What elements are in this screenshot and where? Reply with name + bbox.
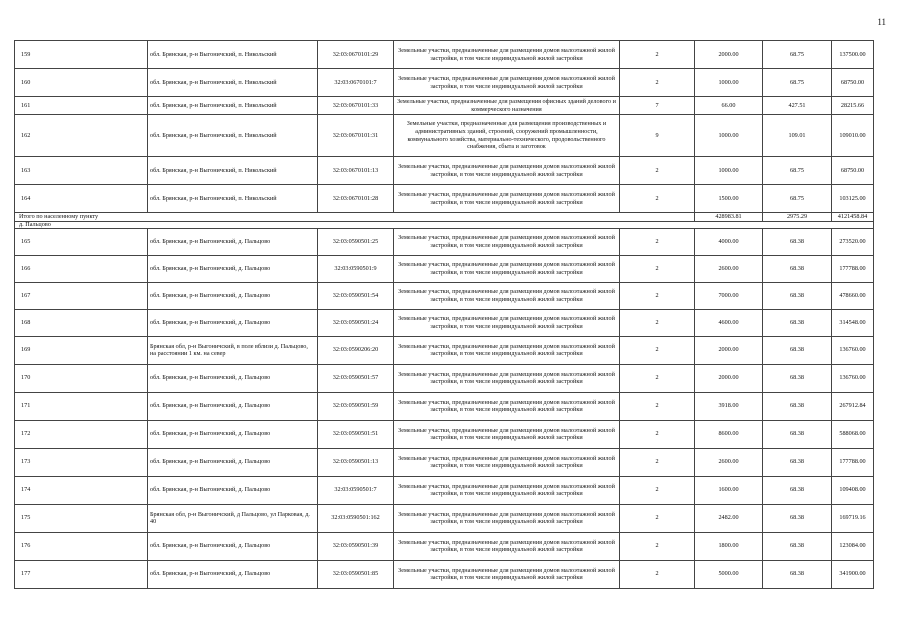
group-cell: 2: [620, 157, 695, 185]
purpose-cell: Земельные участки, предназначенные для размещения домов малоэтажной жилой застройки, в том числе индивидуальной жилой застройки: [394, 41, 620, 69]
row-number-cell: 163: [15, 157, 148, 185]
address-cell: обл. Брянская, р-н Выгоничский, д. Пальцово: [148, 448, 318, 476]
rate-cell: 68.38: [763, 309, 832, 336]
purpose-cell: Земельные участки, предназначенные для размещения домов малоэтажной жилой застройки, в том числе индивидуальной жилой застройки: [394, 157, 620, 185]
area-cell: 5000.00: [695, 560, 763, 588]
row-number-cell: 159: [15, 41, 148, 69]
value-cell: 103125.00: [832, 185, 874, 213]
purpose-cell: Земельные участки, предназначенные для размещения домов малоэтажной жилой застройки, в том числе индивидуальной жилой застройки: [394, 532, 620, 560]
table-body-total: [15, 213, 874, 222]
address-cell: Брянская обл, р-н Выгоничский, в поле вблизи д. Пальцово, на расстоянии 1 км. на север: [148, 336, 318, 364]
cadastral-number-cell: 32:03:0590501:25: [318, 228, 394, 255]
land-plots-table: [14, 40, 874, 589]
address-cell: обл. Брянская, р-н Выгоничский, п. Никольский: [148, 97, 318, 115]
row-number-cell: 172: [15, 420, 148, 448]
value-cell: 341900.00: [832, 560, 874, 588]
area-cell: 8600.00: [695, 420, 763, 448]
table-row: [15, 69, 874, 97]
table-row: [15, 115, 874, 157]
purpose-cell: Земельные участки, предназначенные для размещения домов малоэтажной жилой застройки, в том числе индивидуальной жилой застройки: [394, 560, 620, 588]
table-row: [15, 97, 874, 115]
group-cell: 2: [620, 476, 695, 504]
value-cell: 109408.00: [832, 476, 874, 504]
rate-cell: 109.01: [763, 115, 832, 157]
address-cell: обл. Брянская, р-н Выгоничский, д. Пальцово: [148, 560, 318, 588]
cadastral-number-cell: 32:03:0670101:28: [318, 185, 394, 213]
rate-cell: 68.38: [763, 255, 832, 282]
rate-cell: 68.38: [763, 282, 832, 309]
row-number-cell: 176: [15, 532, 148, 560]
purpose-cell: Земельные участки, предназначенные для размещения домов малоэтажной жилой застройки, в том числе индивидуальной жилой застройки: [394, 228, 620, 255]
row-number-cell: 170: [15, 364, 148, 392]
row-number-cell: 174: [15, 476, 148, 504]
value-cell: 169719.16: [832, 504, 874, 532]
rate-cell: 68.75: [763, 185, 832, 213]
purpose-cell: Земельные участки, предназначенные для размещения офисных зданий делового и коммерческого назначения: [394, 97, 620, 115]
table-row: [15, 504, 874, 532]
cadastral-number-cell: 32:03:0590501:9: [318, 255, 394, 282]
rate-cell: 68.38: [763, 228, 832, 255]
row-number-cell: 162: [15, 115, 148, 157]
group-cell: 9: [620, 115, 695, 157]
area-cell: 1800.00: [695, 532, 763, 560]
cadastral-number-cell: 32:03:0590501:24: [318, 309, 394, 336]
cadastral-number-cell: 32:03:0590501:85: [318, 560, 394, 588]
area-cell: 7000.00: [695, 282, 763, 309]
rate-cell: 68.38: [763, 448, 832, 476]
rate-cell: 68.38: [763, 420, 832, 448]
settlement-row: [15, 221, 874, 228]
address-cell: обл. Брянская, р-н Выгоничский, п. Никольский: [148, 41, 318, 69]
address-cell: обл. Брянская, р-н Выгоничский, д. Пальцово: [148, 476, 318, 504]
cadastral-number-cell: 32:03:0590501:54: [318, 282, 394, 309]
address-cell: обл. Брянская, р-н Выгоничский, д. Пальцово: [148, 228, 318, 255]
purpose-cell: Земельные участки, предназначенные для размещения домов малоэтажной жилой застройки, в том числе индивидуальной жилой застройки: [394, 255, 620, 282]
rate-cell: 68.75: [763, 41, 832, 69]
table-row: [15, 420, 874, 448]
area-cell: 2600.00: [695, 255, 763, 282]
address-cell: обл. Брянская, р-н Выгоничский, п. Никольский: [148, 69, 318, 97]
cadastral-number-cell: 32:03:0590501:59: [318, 392, 394, 420]
address-cell: обл. Брянская, р-н Выгоничский, п. Никольский: [148, 115, 318, 157]
table-row: [15, 309, 874, 336]
row-number-cell: 173: [15, 448, 148, 476]
rate-cell: 68.38: [763, 392, 832, 420]
purpose-cell: Земельные участки, предназначенные для размещения домов малоэтажной жилой застройки, в том числе индивидуальной жилой застройки: [394, 309, 620, 336]
value-cell: 109010.00: [832, 115, 874, 157]
table-row: [15, 448, 874, 476]
total-label: Итого по населенному пункту: [15, 213, 695, 222]
page-number: 11: [877, 17, 886, 27]
cadastral-number-cell: 32:03:0670101:13: [318, 157, 394, 185]
purpose-cell: Земельные участки, предназначенные для размещения домов малоэтажной жилой застройки, в том числе индивидуальной жилой застройки: [394, 420, 620, 448]
purpose-cell: Земельные участки, предназначенные для размещения домов малоэтажной жилой застройки, в том числе индивидуальной жилой застройки: [394, 448, 620, 476]
value-cell: 588068.00: [832, 420, 874, 448]
group-cell: 2: [620, 336, 695, 364]
rate-cell: 68.38: [763, 364, 832, 392]
group-cell: 2: [620, 282, 695, 309]
purpose-cell: Земельные участки, предназначенные для размещения домов малоэтажной жилой застройки, в том числе индивидуальной жилой застройки: [394, 392, 620, 420]
row-number-cell: 166: [15, 255, 148, 282]
cadastral-number-cell: 32:03:0590501:39: [318, 532, 394, 560]
area-cell: 1000.00: [695, 157, 763, 185]
area-cell: 1600.00: [695, 476, 763, 504]
cadastral-number-cell: 32:03:0590501:51: [318, 420, 394, 448]
rate-cell: 68.38: [763, 504, 832, 532]
address-cell: обл. Брянская, р-н Выгоничский, д. Пальцово: [148, 255, 318, 282]
group-cell: 7: [620, 97, 695, 115]
group-cell: 2: [620, 255, 695, 282]
purpose-cell: Земельные участки, предназначенные для размещения домов малоэтажной жилой застройки, в том числе индивидуальной жилой застройки: [394, 476, 620, 504]
value-cell: 478660.00: [832, 282, 874, 309]
purpose-cell: Земельные участки, предназначенные для размещения домов малоэтажной жилой застройки, в том числе индивидуальной жилой застройки: [394, 282, 620, 309]
group-cell: 2: [620, 420, 695, 448]
row-number-cell: 161: [15, 97, 148, 115]
settlement-name: д. Пальцово: [15, 221, 874, 228]
rate-cell: 68.38: [763, 560, 832, 588]
total-rate: 2975.29: [763, 213, 832, 222]
rate-cell: 68.38: [763, 476, 832, 504]
address-cell: обл. Брянская, р-н Выгоничский, д. Пальцово: [148, 364, 318, 392]
value-cell: 68750.00: [832, 69, 874, 97]
group-cell: 2: [620, 185, 695, 213]
table-row: [15, 532, 874, 560]
cadastral-number-cell: 32:03:0590501:57: [318, 364, 394, 392]
row-number-cell: 171: [15, 392, 148, 420]
address-cell: обл. Брянская, р-н Выгоничский, п. Никольский: [148, 185, 318, 213]
value-cell: 136760.00: [832, 364, 874, 392]
table-row: [15, 364, 874, 392]
row-number-cell: 175: [15, 504, 148, 532]
purpose-cell: Земельные участки, предназначенные для размещения домов малоэтажной жилой застройки, в том числе индивидуальной жилой застройки: [394, 69, 620, 97]
purpose-cell: Земельные участки, предназначенные для размещения домов малоэтажной жилой застройки, в том числе индивидуальной жилой застройки: [394, 364, 620, 392]
cadastral-number-cell: 32:03:0590501:7: [318, 476, 394, 504]
value-cell: 137500.00: [832, 41, 874, 69]
total-row: [15, 213, 874, 222]
group-cell: 2: [620, 41, 695, 69]
value-cell: 123084.00: [832, 532, 874, 560]
group-cell: 2: [620, 392, 695, 420]
value-cell: 136760.00: [832, 336, 874, 364]
row-number-cell: 177: [15, 560, 148, 588]
value-cell: 267912.84: [832, 392, 874, 420]
table-row: [15, 157, 874, 185]
group-cell: 2: [620, 532, 695, 560]
table-row: [15, 476, 874, 504]
address-cell: обл. Брянская, р-н Выгоничский, п. Никольский: [148, 157, 318, 185]
row-number-cell: 169: [15, 336, 148, 364]
cadastral-number-cell: 32:03:0590501:162: [318, 504, 394, 532]
value-cell: 314548.00: [832, 309, 874, 336]
group-cell: 2: [620, 309, 695, 336]
total-area: 428983.81: [695, 213, 763, 222]
group-cell: 2: [620, 504, 695, 532]
group-cell: 2: [620, 228, 695, 255]
area-cell: 4000.00: [695, 228, 763, 255]
value-cell: 273520.00: [832, 228, 874, 255]
cadastral-number-cell: 32:03:0590501:13: [318, 448, 394, 476]
area-cell: 2000.00: [695, 41, 763, 69]
address-cell: Брянская обл, р-н Выгоничский, д Пальцово, ул Парковая, д. 40: [148, 504, 318, 532]
group-cell: 2: [620, 69, 695, 97]
value-cell: 177788.00: [832, 448, 874, 476]
table-row: [15, 336, 874, 364]
purpose-cell: Земельные участки, предназначенные для размещения домов малоэтажной жилой застройки, в том числе индивидуальной жилой застройки: [394, 336, 620, 364]
area-cell: 1000.00: [695, 69, 763, 97]
purpose-cell: Земельные участки, предназначенные для размещения производственных и административных зданий, строений, сооружений промышленности, коммунального хозяйства, материально-технического, продовольственного снабжения, сбыта и заготовок: [394, 115, 620, 157]
row-number-cell: 167: [15, 282, 148, 309]
row-number-cell: 164: [15, 185, 148, 213]
area-cell: 3918.00: [695, 392, 763, 420]
total-value: 4121458.84: [832, 213, 874, 222]
table-row: [15, 41, 874, 69]
address-cell: обл. Брянская, р-н Выгоничский, д. Пальцово: [148, 309, 318, 336]
area-cell: 2482.00: [695, 504, 763, 532]
area-cell: 1000.00: [695, 115, 763, 157]
cadastral-number-cell: 32:03:0590206:20: [318, 336, 394, 364]
rate-cell: 68.38: [763, 336, 832, 364]
value-cell: 177788.00: [832, 255, 874, 282]
area-cell: 66.00: [695, 97, 763, 115]
table-body-bottom: [15, 221, 874, 588]
address-cell: обл. Брянская, р-н Выгоничский, д. Пальцово: [148, 532, 318, 560]
table-row: [15, 392, 874, 420]
purpose-cell: Земельные участки, предназначенные для размещения домов малоэтажной жилой застройки, в том числе индивидуальной жилой застройки: [394, 504, 620, 532]
value-cell: 28215.66: [832, 97, 874, 115]
table-row: [15, 228, 874, 255]
group-cell: 2: [620, 560, 695, 588]
area-cell: 2600.00: [695, 448, 763, 476]
purpose-cell: Земельные участки, предназначенные для размещения домов малоэтажной жилой застройки, в том числе индивидуальной жилой застройки: [394, 185, 620, 213]
cadastral-number-cell: 32:03:0670101:7: [318, 69, 394, 97]
rate-cell: 68.38: [763, 532, 832, 560]
table-row: [15, 282, 874, 309]
area-cell: 1500.00: [695, 185, 763, 213]
area-cell: 4600.00: [695, 309, 763, 336]
cadastral-number-cell: 32:03:0670101:29: [318, 41, 394, 69]
table-body-top: [15, 41, 874, 213]
rate-cell: 68.75: [763, 157, 832, 185]
group-cell: 2: [620, 448, 695, 476]
table-row: [15, 255, 874, 282]
table-row: [15, 185, 874, 213]
rate-cell: 427.51: [763, 97, 832, 115]
row-number-cell: 165: [15, 228, 148, 255]
area-cell: 2000.00: [695, 336, 763, 364]
address-cell: обл. Брянская, р-н Выгоничский, д. Пальцово: [148, 282, 318, 309]
address-cell: обл. Брянская, р-н Выгоничский, д. Пальцово: [148, 392, 318, 420]
rate-cell: 68.75: [763, 69, 832, 97]
cadastral-number-cell: 32:03:0670101:33: [318, 97, 394, 115]
cadastral-number-cell: 32:03:0670101:31: [318, 115, 394, 157]
area-cell: 2000.00: [695, 364, 763, 392]
row-number-cell: 168: [15, 309, 148, 336]
table-row: [15, 560, 874, 588]
address-cell: обл. Брянская, р-н Выгоничский, д. Пальцово: [148, 420, 318, 448]
row-number-cell: 160: [15, 69, 148, 97]
group-cell: 2: [620, 364, 695, 392]
value-cell: 68750.00: [832, 157, 874, 185]
